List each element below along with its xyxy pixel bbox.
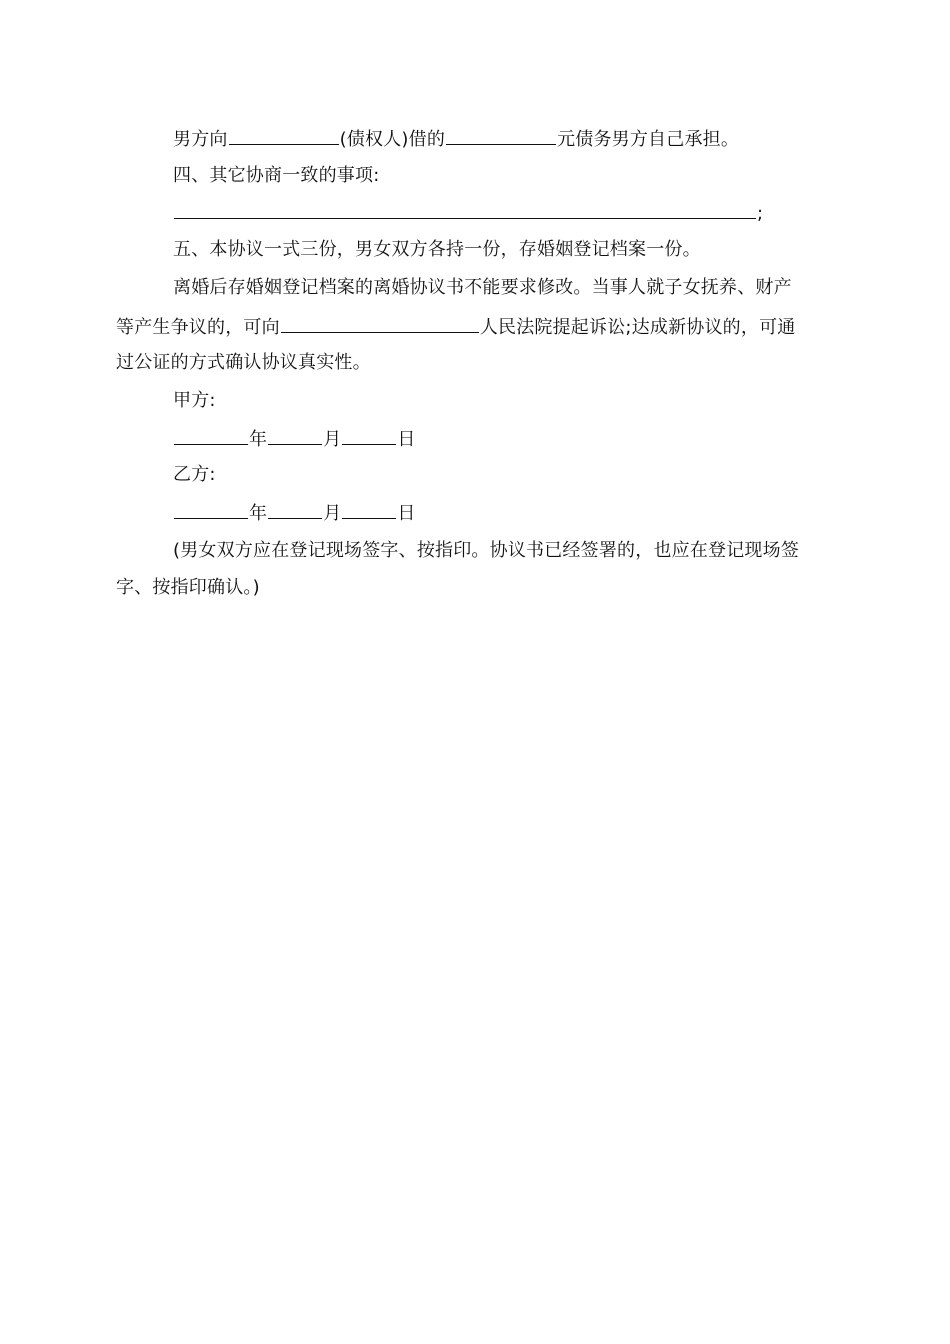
debt-line-middle: (债权人)借的 <box>339 129 446 150</box>
party-a-label: 甲方: <box>173 390 216 411</box>
other-matters-blank[interactable] <box>174 200 756 219</box>
court-blank[interactable] <box>281 314 479 333</box>
other-matters-line <box>173 200 763 226</box>
party-b-month-blank[interactable] <box>268 500 322 519</box>
day-label: 日 <box>397 503 416 524</box>
party-a-day-blank[interactable] <box>342 426 396 445</box>
other-matters-end: ; <box>757 203 764 224</box>
month-label: 月 <box>323 503 342 524</box>
paragraph-line-1: 离婚后存婚姻登记档案的离婚协议书不能要求修改。当事人就子女抚养、财产 <box>173 277 792 298</box>
party-b-label: 乙方: <box>173 464 216 485</box>
section-four-heading: 四、其它协商一致的事项: <box>173 165 380 186</box>
party-a-year-blank[interactable] <box>174 426 248 445</box>
debt-line-suffix: 元债务男方自己承担。 <box>557 129 740 150</box>
note-line-2: 字、按指印确认。) <box>116 577 260 598</box>
debt-line-prefix: 男方向 <box>173 129 228 150</box>
party-b-date <box>173 500 416 526</box>
day-label: 日 <box>397 429 416 450</box>
paragraph-line-2 <box>116 314 795 340</box>
party-b-year-blank[interactable] <box>174 500 248 519</box>
section-five-text: 五、本协议一式三份，男女双方各持一份，存婚姻登记档案一份。 <box>173 239 701 260</box>
year-label: 年 <box>249 503 268 524</box>
paragraph-line-2-suffix: 人民法院提起诉讼;达成新协议的，可通 <box>479 317 796 338</box>
month-label: 月 <box>323 429 342 450</box>
party-a-month-blank[interactable] <box>268 426 322 445</box>
debt-line <box>173 126 739 152</box>
paragraph-line-3: 过公证的方式确认协议真实性。 <box>116 352 371 373</box>
creditor-blank[interactable] <box>229 126 339 145</box>
paragraph-line-2-prefix: 等产生争议的，可向 <box>116 317 280 338</box>
amount-blank[interactable] <box>446 126 556 145</box>
party-a-date <box>173 426 416 452</box>
party-b-day-blank[interactable] <box>342 500 396 519</box>
year-label: 年 <box>249 429 268 450</box>
note-line-1: (男女双方应在登记现场签字、按指印。协议书已经签署的，也应在登记现场签 <box>173 540 800 561</box>
